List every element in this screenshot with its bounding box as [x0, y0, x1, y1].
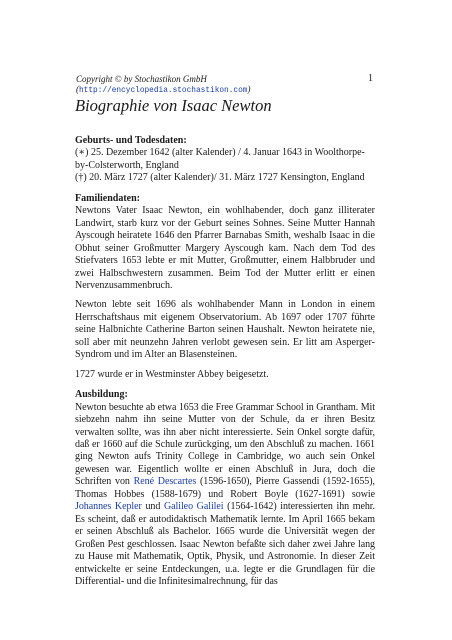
family-paragraph-1: Newtons Vater Isaac Newton, ein wohlhabender, doch ganz illiterater Landwirt, starb kurz vor der Geburt seines Sohnes. Seine Mutter Hannah Ayscough heiratete 1646 den Pfarrer Barnabas Smith, weshalb Isaac in die Obhut seiner Großmutter Margery Ayscough kam. Nach dem Tod des Stiefvaters 1653 lebte er mit Mutter, Großmutter, einem Halbbruder und zwei Halbschwestern zusammen. Beim Tod der Mutter erlitt er einen Nervenzusammenbruch.	[75, 205, 375, 291]
section-dates	[75, 135, 375, 185]
section-heading-family: Familiendaten:	[75, 192, 140, 204]
section-education	[75, 389, 375, 588]
page-title: Biographie von Isaac Newton	[75, 96, 272, 115]
galilei-link[interactable]: Galileo Galilei	[163, 501, 224, 513]
education-text-c: und	[141, 501, 164, 513]
education-text-d: (1564-1642) interessierten ihn mehr. Es scheint, daß er autodidaktisch Mathematik lernte. Im April 1665 bekam er seinen Abschluß als Bachelor. 1665 wurde die Universität wegen der Großen Pest geschlossen. Isaac Newton befaßte sich daher zwei Jahre lang zu Hause mit Mathematik, Optik, Physik, und Astronomie. In dieser Zeit entwickelte er seine Entdeckungen, u.a. legte er die Grundlagen für die Differential- und die Infinitesimalrechnung, für das	[75, 501, 375, 587]
birth-date: (∗) 25. Dezember 1642 (alter Kalender) / 4. Januar 1643 in Woolthorpe-by-Colsterworth, England	[75, 147, 365, 171]
family-paragraph-3: 1727 wurde er in Westminster Abbey beigesetzt.	[75, 368, 269, 380]
page-header	[76, 74, 376, 95]
copyright-prefix: Copyright © by Stochastikon GmbH (	[76, 74, 207, 94]
education-paragraph	[75, 402, 375, 589]
education-text-a: Newton besuchte ab etwa 1653 die Free Grammar School in Grantham. Mit siebzehn nahm ihn seine Mutter von der Schule, da er ihren Besitz verwalten sollte, was ihn aber nicht interessierte. Sein Onkel sorgte dafür, daß er 1660 auf die Schule zurückging, um den Abschluß zu machen. 1661 ging Newton aufs Trinity College in Cambridge, wo auch sein Onkel gewesen war. Eigentlich wollte er einen Abschluß in Jura, doch die Schriften von	[75, 401, 375, 488]
family-paragraph-2: Newton lebte seit 1696 als wohlhabender Mann in London in einem Herrschaftshaus mit eigenem Observatorium. Ab 1697 oder 1707 führte seine Halbnichte Catherine Barton seinen Haushalt. Newton heiratete nie, soll aber mit neunzehn Jahren verlobt gewesen sein. Er litt am Asperger-Syndrom und im Alter an Blasensteinen.	[75, 299, 375, 361]
section-heading-dates: Geburts- und Todesdaten:	[75, 135, 187, 146]
kepler-link[interactable]: Johannes Kepler	[75, 501, 142, 513]
descartes-link[interactable]: René Descartes	[133, 476, 197, 488]
page-number: 1	[368, 73, 373, 84]
section-heading-education: Ausbildung:	[75, 389, 128, 401]
education-text-b: (1596-1650), Pierre Gassendi (1592-1655), Thomas Hobbes (1588-1679) und Robert Boyle (1627-1691) sowie	[75, 476, 375, 500]
header-url-link[interactable]: http://encyclopedia.stochastikon.com	[79, 87, 248, 95]
copyright-suffix: )	[247, 84, 251, 94]
section-family	[75, 193, 375, 381]
death-date: (†) 20. März 1727 (alter Kalender)/ 31. März 1727 Kensington, England	[75, 172, 365, 184]
document-body	[75, 135, 375, 596]
